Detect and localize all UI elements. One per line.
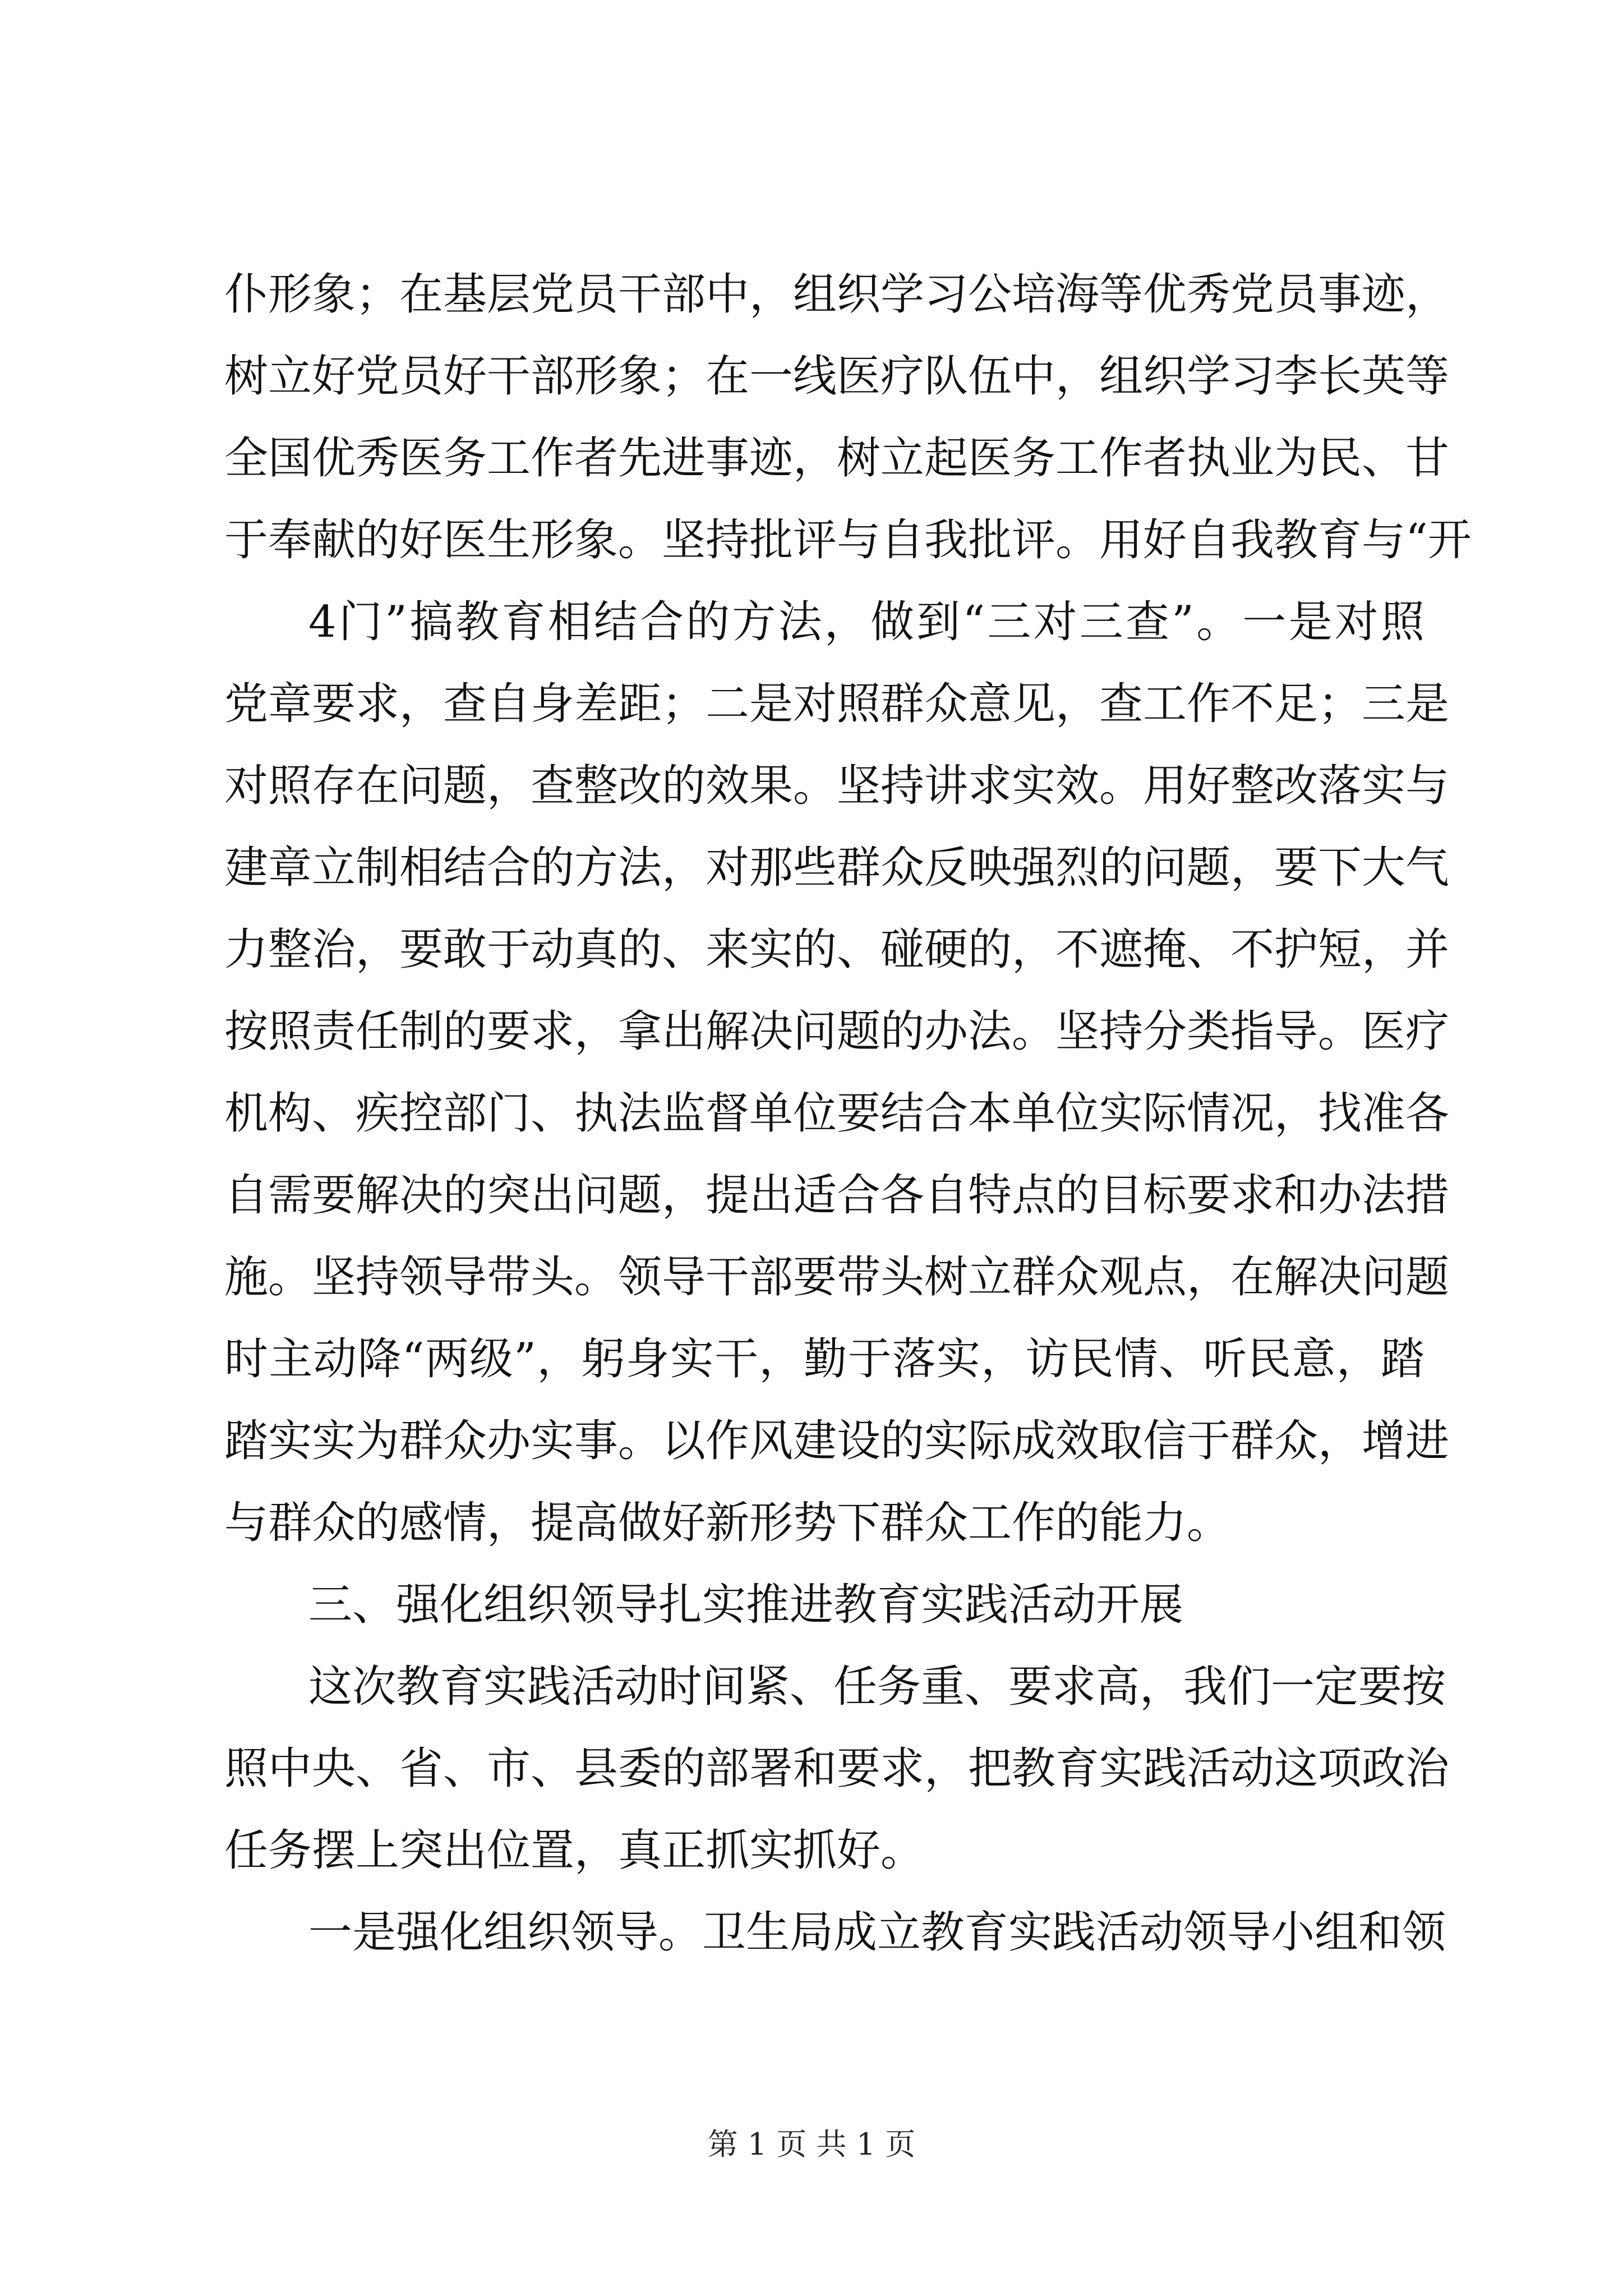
- section-heading: 三、强化组织领导扎实推进教育实践活动开展: [308, 1580, 1184, 1630]
- text-line: 与群众的感情，提高做好新形势下群众工作的能力。: [224, 1498, 1231, 1548]
- text-line: 按照责任制的要求，拿出解决问题的办法。坚持分类指导。医疗: [224, 1006, 1450, 1057]
- text-line: 一是强化组织领导。卫生局成立教育实践活动领导小组和领: [308, 1907, 1446, 1958]
- text-line: 时主动降“两级”，躬身实干，勤于落实，访民情、听民意，踏: [224, 1334, 1424, 1384]
- text-line: 党章要求，查自身差距；二是对照群众意见，查工作不足；三是: [224, 679, 1450, 729]
- text-line: 踏实实为群众办实事。以作风建设的实际成效取信于群众，增进: [224, 1416, 1450, 1466]
- text-line: 树立好党员好干部形象；在一线医疗队伍中，组织学习李长英等: [224, 351, 1450, 402]
- text-line: 力整治，要敢于动真的、来实的、碰硬的，不遮掩、不护短，并: [224, 924, 1450, 975]
- text-line: 4门”搞教育相结合的方法，做到“三对三查”。一是对照: [308, 597, 1424, 647]
- text-line: 于奉献的好医生形象。坚持批评与自我批评。用好自我教育与“开: [224, 515, 1472, 565]
- text-line: 仆形象；在基层党员干部中，组织学习公培海等优秀党员事迹，: [224, 269, 1450, 320]
- text-line: 自需要解决的突出问题，提出适合各自特点的目标要求和办法措: [224, 1170, 1450, 1221]
- text-line: 对照存在问题，查整改的效果。坚持讲求实效。用好整改落实与: [224, 761, 1450, 811]
- text-line: 施。坚持领导带头。领导干部要带头树立群众观点，在解决问题: [224, 1252, 1450, 1303]
- text-line: 全国优秀医务工作者先进事迹，树立起医务工作者执业为民、甘: [224, 433, 1450, 484]
- text-line: 建章立制相结合的方法，对那些群众反映强烈的问题，要下大气: [224, 843, 1450, 893]
- document-body: [224, 254, 1472, 1973]
- text-line: 照中央、省、市、县委的部署和要求，把教育实践活动这项政治: [224, 1743, 1450, 1794]
- text-line: 这次教育实践活动时间紧、任务重、要求高，我们一定要按: [308, 1662, 1446, 1712]
- page-footer: 第 1 页 共 1 页: [707, 2127, 916, 2162]
- text-line: 机构、疾控部门、执法监督单位要结合本单位实际情况，找准各: [224, 1088, 1450, 1139]
- text-line: 任务摆上突出位置，真正抓实抓好。: [224, 1825, 925, 1876]
